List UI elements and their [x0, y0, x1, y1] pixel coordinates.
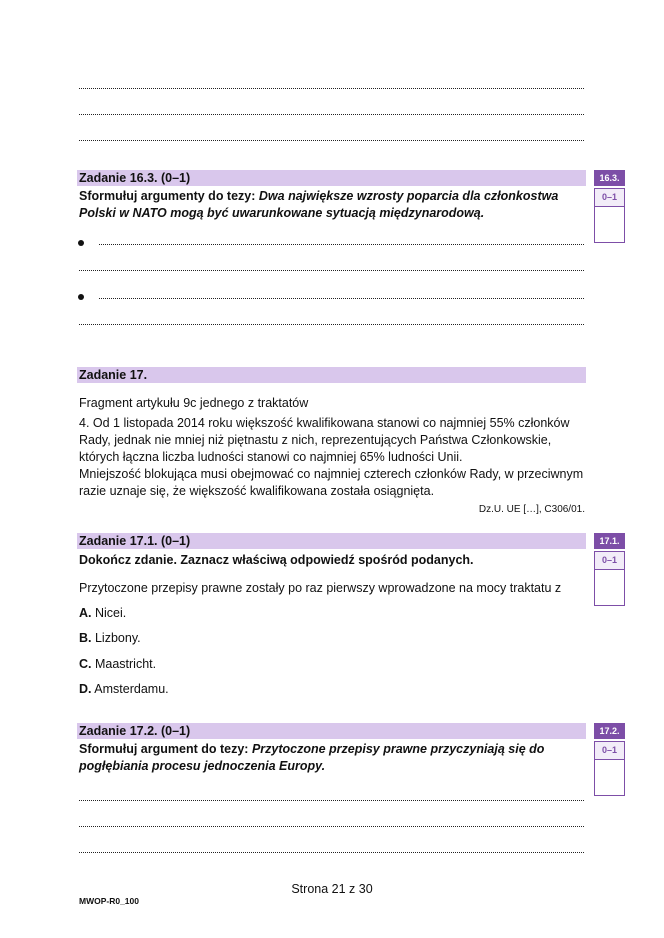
source-line: razie uznaje się, że większość kwalifikowana została osiągnięta. [79, 484, 435, 498]
answer-line[interactable] [79, 852, 584, 853]
option-text: Nicei. [94, 606, 127, 620]
task-17-1-instruction: Dokończ zdanie. Zaznacz właściwą odpowiedź spośród podanych. [79, 553, 474, 567]
option-text: Lizbony. [94, 631, 141, 645]
option-letter: D. [79, 682, 92, 696]
page-number: Strona 21 z 30 [291, 882, 373, 896]
source-line: 4. Od 1 listopada 2014 roku większość kwalifikowana stanowi co najmniej 55% członków [79, 416, 570, 430]
answer-option-a[interactable] [79, 605, 126, 621]
task-17-1-score-points: 0–1 [594, 551, 625, 570]
source-line: Rady, jednak nie mniej niż piętnastu z nich, reprezentujących Państwa Członkowskie, [79, 433, 552, 447]
instruction-thesis: Dwa największe wzrosty poparcia dla członkostwa [258, 189, 559, 203]
instruction-prefix: Sformułuj argument do tezy: [79, 742, 252, 756]
source-text [79, 415, 589, 500]
task-17-2-score-box[interactable] [594, 760, 625, 796]
answer-line[interactable] [79, 114, 584, 115]
task-16-3-score-points: 0–1 [594, 188, 625, 207]
option-text: Amsterdamu. [94, 682, 169, 696]
source-line: których łączna liczba ludności stanowi co najmniej 65% ludności Unii. [79, 450, 463, 464]
answer-line[interactable] [79, 88, 584, 89]
task-16-3-header: Zadanie 16.3. (0–1) [77, 170, 586, 186]
source-line: Mniejszość blokująca musi obejmować co najmniej czterech członków Rady, w przeciwnym [79, 467, 584, 481]
exam-code: MWOP-R0_100 [79, 896, 139, 906]
answer-line[interactable] [79, 324, 584, 325]
answer-option-b[interactable] [79, 630, 141, 646]
instruction-prefix: Sformułuj argumenty do tezy: [79, 189, 259, 203]
answer-line[interactable] [99, 298, 584, 299]
task-17-1-stem: Przytoczone przepisy prawne zostały po raz pierwszy wprowadzone na mocy traktatu z [79, 581, 562, 595]
instruction-thesis: Przytoczone przepisy prawne przyczyniają się do [251, 742, 545, 756]
option-letter: B. [79, 631, 92, 645]
answer-line[interactable] [79, 826, 584, 827]
task-17-header: Zadanie 17. [77, 367, 586, 383]
bullet-icon [78, 294, 84, 300]
task-16-3-instruction [79, 188, 589, 222]
bullet-icon [78, 240, 84, 246]
option-letter: C. [79, 657, 92, 671]
instruction-thesis: pogłębiania procesu jednoczenia Europy. [79, 759, 326, 773]
answer-line[interactable] [79, 270, 584, 271]
answer-line[interactable] [99, 244, 584, 245]
task-16-3-score-box[interactable] [594, 207, 625, 243]
answer-line[interactable] [79, 140, 584, 141]
task-16-3-score-label: 16.3. [594, 170, 625, 186]
task-17-2-header: Zadanie 17.2. (0–1) [77, 723, 586, 739]
task-17-1-header: Zadanie 17.1. (0–1) [77, 533, 586, 549]
answer-option-d[interactable] [79, 681, 169, 697]
task-17-2-instruction [79, 741, 589, 775]
answer-option-c[interactable] [79, 656, 156, 672]
instruction-thesis: Polski w NATO mogą być uwarunkowane sytuacją międzynarodową. [79, 206, 485, 220]
task-17-2-score-points: 0–1 [594, 741, 625, 760]
source-citation: Dz.U. UE […], C306/01. [478, 504, 585, 515]
task-17-2-score-label: 17.2. [594, 723, 625, 739]
task-17-1-score-label: 17.1. [594, 533, 625, 549]
task-17-1-score-box[interactable] [594, 570, 625, 606]
option-letter: A. [79, 606, 92, 620]
answer-line[interactable] [79, 800, 584, 801]
task-17-intro: Fragment artykułu 9c jednego z traktatów [79, 396, 309, 410]
option-text: Maastricht. [94, 657, 157, 671]
